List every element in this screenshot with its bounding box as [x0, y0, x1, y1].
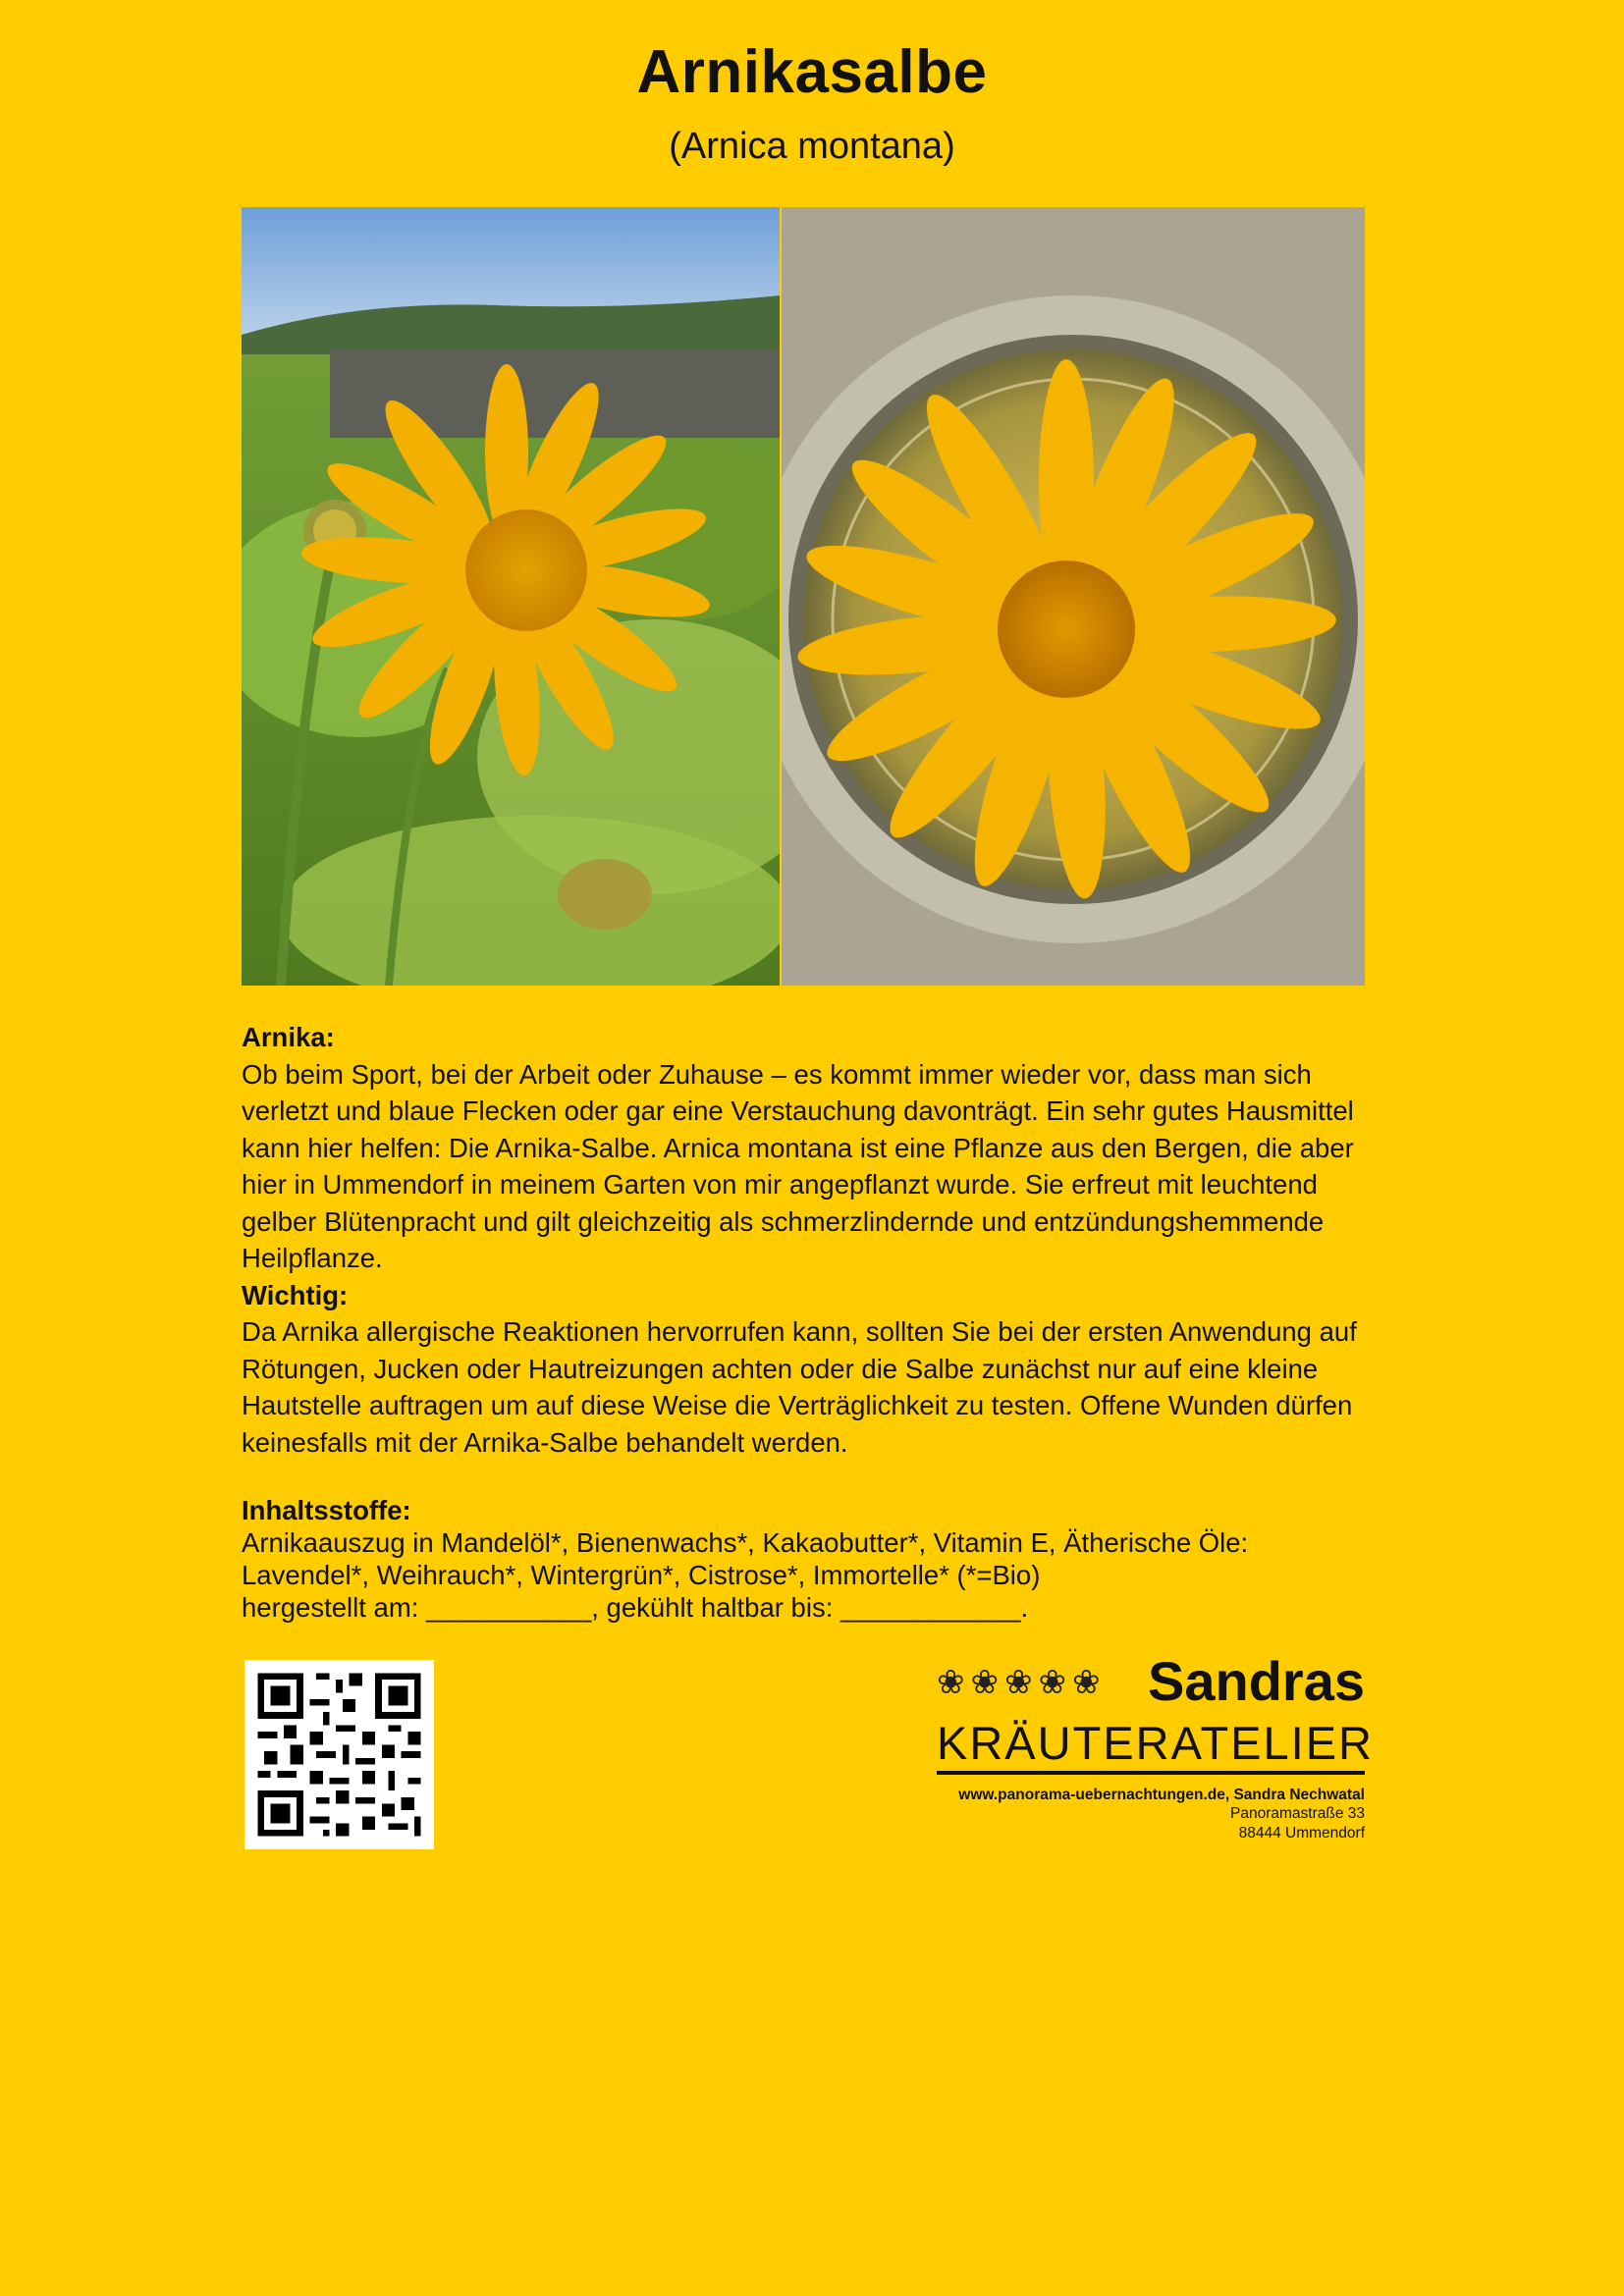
- page-subtitle: (Arnica montana): [669, 126, 955, 167]
- qr-code[interactable]: [244, 1660, 434, 1849]
- description-section: [242, 1019, 1371, 1461]
- address-city: 88444 Ummendorf: [1238, 1825, 1365, 1842]
- contact-info: [958, 1787, 1365, 1843]
- flower-icon: ❀❀❀❀❀: [937, 1664, 1107, 1701]
- wichtig-heading: Wichtig:: [242, 1279, 349, 1310]
- page-title: Arnikasalbe: [636, 38, 988, 106]
- ingredients-line-2: Lavendel*, Weihrauch*, Wintergrün*, Cistrose*, Immortelle* (*=Bio): [242, 1560, 1041, 1590]
- ingredients-line-1: Arnikaauszug in Mandelöl*, Bienenwachs*, Kakaobutter*, Vitamin E, Ätherische Öle:: [242, 1527, 1249, 1558]
- arnika-heading: Arnika:: [242, 1022, 335, 1052]
- production-dates: hergestellt am: ___________, gekühlt haltbar bis: ____________.: [242, 1592, 1029, 1623]
- brand-name: Sandras: [1148, 1650, 1365, 1712]
- wichtig-description: Da Arnika allergische Reaktionen hervorrufen kann, sollten Sie bei der ersten Anwendung auf Rötungen, Jucken oder Hautreizungen achten oder die Salbe zunächst nur auf eine kleine Hautstelle auftragen um auf diese Weise die Verträglichkeit zu testen. Offene Wunden dürfen keinesfalls mit der Arnika-Salbe behandelt werden.: [242, 1316, 1357, 1458]
- brand-divider: [937, 1771, 1365, 1775]
- brand-subtitle: KRÄUTERATELIER: [937, 1717, 1374, 1769]
- ingredients-heading: Inhaltsstoffe:: [242, 1495, 411, 1525]
- ingredients-section: [242, 1494, 1371, 1624]
- website-link[interactable]: www.panorama-uebernachtungen.de, Sandra Nechwatal: [958, 1787, 1365, 1803]
- arnica-oil-jar-photo: [782, 207, 1365, 986]
- arnica-garden-photo: [242, 207, 780, 986]
- arnika-description: Ob beim Sport, bei der Arbeit oder Zuhause – es kommt immer wieder vor, dass man sich verletzt und blaue Flecken oder gar eine Verstauchung davonträgt. Ein sehr gutes Hausmittel kann hier helfen: Die Arnika-Salbe. Arnica montana ist eine Pflanze aus den Bergen, die aber hier in Ummendorf in meinem Garten von mir angepflanzt wurde. Sie erfreut mit leuchtend gelber Blütenpracht und gilt gleichzeitig als schmerzlindernde und entzündungshemmende Heilpflanze.: [242, 1058, 1354, 1273]
- address-street: Panoramastraße 33: [1230, 1805, 1365, 1822]
